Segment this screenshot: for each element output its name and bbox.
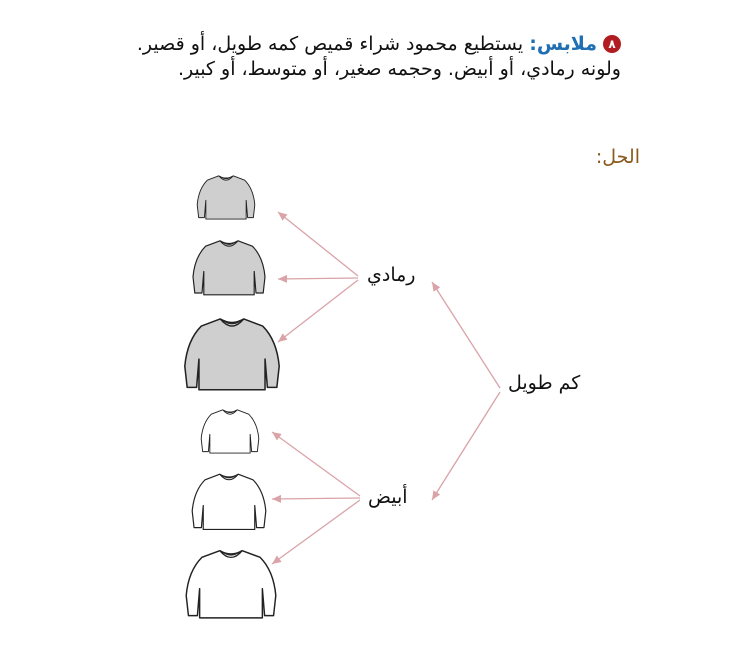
shirt-gray-medium [193,241,265,295]
arrow-white-to-large [272,500,360,564]
tree-root-label: كم طويل [508,372,581,394]
shirt-gray-large [185,319,279,390]
arrow-gray-to-large [278,280,358,342]
shirt-white-small [201,410,259,453]
white-shirts [186,410,276,618]
root-arrows [432,282,500,500]
shirt-gray-small [197,176,255,219]
shirt-white-large [186,551,276,618]
white-arrows [272,432,360,564]
gray-shirts [185,176,279,390]
arrow-gray-to-medium [278,278,358,279]
problem-text: يستطيع محمود شراء قميص كمه طويل، أو قصير. ولونه رمادي، أو أبيض. وحجمه صغير، أو متوسط، أو كبير. [136,33,621,80]
arrow-white-to-medium [272,498,360,499]
arrow-root-to-gray [432,282,500,388]
arrow-gray-to-small [278,212,358,276]
solution-label: الحل: [595,146,640,168]
shirt-white-medium [192,474,266,529]
gray-arrows [278,212,358,342]
arrow-root-to-white [432,392,500,500]
branch-label-gray: رمادي [367,264,416,286]
arrow-white-to-small [272,432,360,496]
problem-keyword: ملابس: [529,33,597,55]
branch-label-white: أبيض [368,486,408,508]
problem-number-badge: ٨ [603,35,621,53]
